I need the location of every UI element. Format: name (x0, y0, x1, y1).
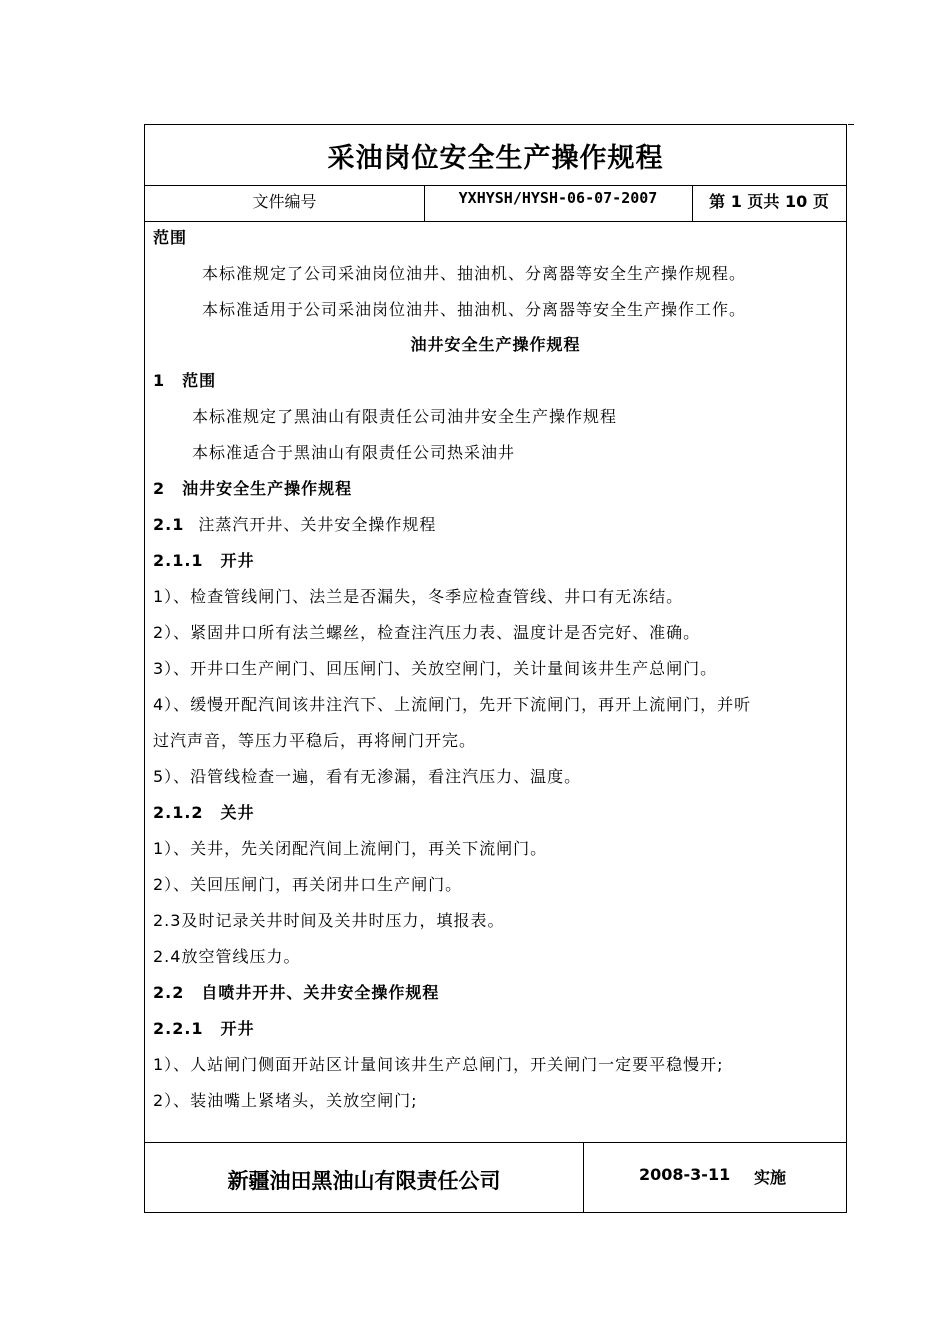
section-2-1-2-heading: 2.1.2 关井 (153, 803, 255, 822)
footer-company: 新疆油田黑油山有限责任公司 (227, 1169, 501, 1193)
file-no-value: YXHYSH/HYSH-06-07-2007 (458, 189, 658, 207)
list-item: 5）、沿管线检查一遍，看有无渗漏，看注汽压力、温度。 (153, 767, 582, 786)
section-1-paragraph-1: 本标准规定了黑油山有限责任公司油井安全生产操作规程 (192, 407, 618, 426)
list-item: 1）、人站闸门侧面开站区计量间该井生产总闸门，开关闸门一定要平稳慢开; (153, 1055, 724, 1074)
section-title: 油井安全生产操作规程 (410, 335, 581, 354)
section-1-heading: 1 范围 (153, 371, 217, 390)
section-2-heading: 2 油井安全生产操作规程 (153, 479, 353, 498)
list-item: 2）、装油嘴上紧堵头，关放空闸门; (153, 1091, 418, 1110)
list-item: 过汽声音，等压力平稳后，再将闸门开完。 (153, 731, 477, 750)
list-item: 4）、缓慢开配汽间该井注汽下、上流闸门，先开下流闸门，再开上流闸门，并听 (153, 695, 752, 714)
footer-implement: 实施 (754, 1168, 787, 1187)
section-2-2-heading: 2.2 自喷井开井、关井安全操作规程 (153, 983, 440, 1002)
scope-paragraph-2: 本标准适用于公司采油岗位油井、抽油机、分离器等安全生产操作工作。 (202, 300, 747, 319)
file-no-label: 文件编号 (252, 192, 317, 211)
title-divider (145, 185, 846, 186)
section-2-2-1-heading: 2.2.1 开井 (153, 1019, 255, 1038)
section-2-1-heading (153, 512, 436, 535)
document-frame (144, 124, 847, 1213)
document-title: 采油岗位安全生产操作规程 (327, 143, 664, 174)
list-item: 3）、开井口生产闸门、回压闸门、关放空闸门，关计量间该井生产总闸门。 (153, 659, 718, 678)
scope-heading: 范围 (153, 228, 188, 247)
list-item: 2）、紧固井口所有法兰螺丝，检查注汽压力表、温度计是否完好、准确。 (153, 623, 701, 642)
scope-paragraph-1: 本标准规定了公司采油岗位油井、抽油机、分离器等安全生产操作规程。 (202, 264, 747, 283)
list-item: 2.3及时记录关井时间及关井时压力，填报表。 (153, 911, 505, 930)
header-divider (145, 221, 846, 222)
footer-col-sep (583, 1142, 584, 1213)
page-info: 第 1 页共 10 页 (709, 192, 829, 211)
list-item: 2）、关回压闸门，再关闭井口生产闸门。 (153, 875, 463, 894)
section-1-paragraph-2: 本标准适合于黑油山有限责任公司热采油井 (192, 443, 516, 462)
list-item: 1）、关井，先关闭配汽间上流闸门，再关下流闸门。 (153, 839, 548, 858)
section-2-1-number: 2.1 (153, 515, 185, 534)
list-item: 1）、检查管线闸门、法兰是否漏失，冬季应检查管线、井口有无冻结。 (153, 587, 684, 606)
footer-date: 2008-3-11 (639, 1165, 731, 1184)
frame-corner-tick (848, 124, 854, 125)
list-item: 2.4放空管线压力。 (153, 947, 301, 966)
section-2-1-1-heading: 2.1.1 开井 (153, 551, 255, 570)
section-2-1-title: 注蒸汽开井、关井安全操作规程 (198, 515, 437, 534)
footer-divider (145, 1142, 846, 1143)
